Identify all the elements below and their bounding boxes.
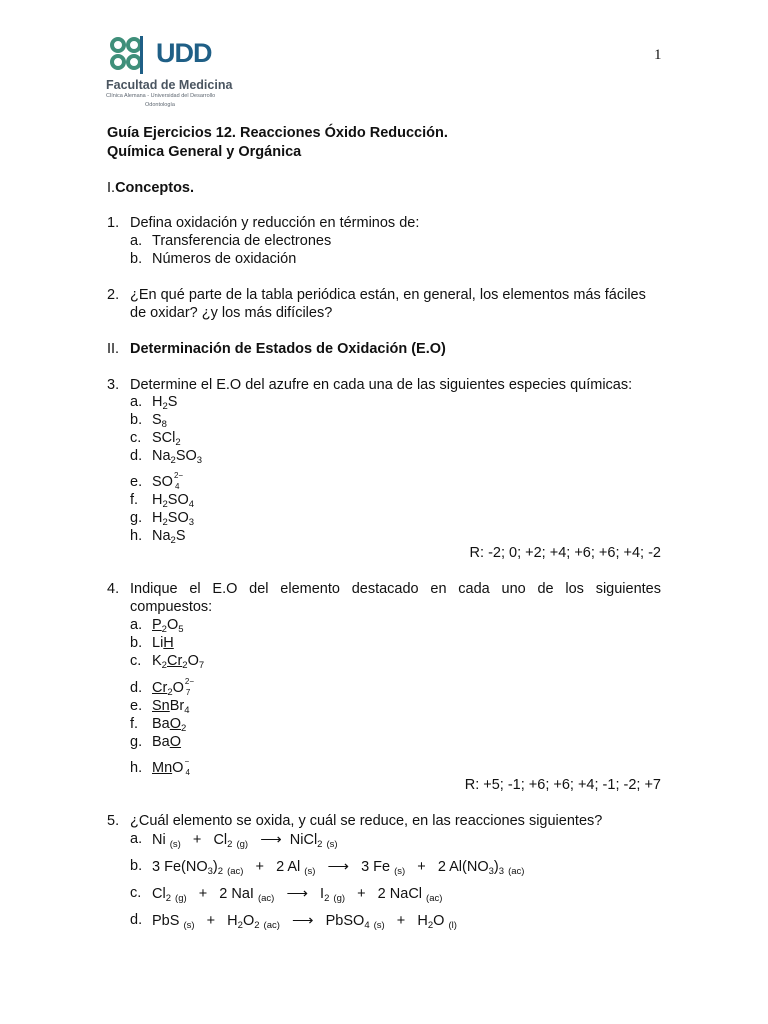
item-letter: a. — [130, 394, 143, 410]
udd-symbol-icon — [110, 34, 150, 78]
formula: LiH — [152, 635, 174, 651]
logo-brand: UDD — [156, 38, 212, 68]
formula: $Cr_2O$ 2− 7 — [152, 677, 195, 698]
question-number: 4. — [107, 581, 120, 597]
formula: $H_2S$ — [152, 394, 178, 412]
section-title: Conceptos. — [115, 180, 195, 196]
reaction-equation: $Cl_2$ $_{(g)}$ + 2 NaI $_{(ac)}$ ⟶ $I_2$ $_{(g)}$ + 2 NaCl $_{(ac)}$ — [152, 885, 443, 904]
item-letter: e. — [130, 698, 143, 714]
reaction-equation: 3 $Fe(NO_3)_2$ $_{(ac)}$ + 2 Al $_{(s)}$ ⟶ 3 Fe $_{(s)}$ + 2 $Al(NO_3)_3$ $_{(ac)}$ — [152, 858, 525, 877]
udd-logo — [70, 30, 248, 114]
section-heading-2: Determinación de Estados de Oxidación (E.O) — [130, 341, 446, 357]
item-letter: e. — [130, 474, 143, 490]
question-text-cont: compuestos: — [130, 599, 213, 615]
item-letter: b. — [130, 635, 143, 651]
item-letter: g. — [130, 510, 143, 526]
reaction-equation: Ni $_{(s)} + Cl_2$ $_{(g)}$ ⟶ NiCl$_2$ $_{(s)}$ — [152, 831, 338, 850]
formula: $P_2O_5$ — [152, 617, 184, 635]
item-letter: b. — [130, 412, 143, 428]
logo-subtitle: Clínica Alemana - Universidad del Desarrollo — [106, 93, 216, 99]
formula: $S_8$ — [152, 412, 167, 430]
item-letter: f. — [130, 716, 139, 732]
formula: $H_2SO_4$ — [152, 492, 195, 510]
item-letter: h. — [130, 760, 143, 776]
question-text: ¿Cuál elemento se oxida, y cuál se reduce, en las reacciones siguientes? — [130, 813, 603, 829]
formula: $Na_2S$ — [152, 528, 186, 546]
formula: $H_2SO_3$ — [152, 510, 195, 528]
item-letter: c. — [130, 885, 142, 901]
formula: MnO − 4 — [152, 757, 190, 777]
item-letter: a. — [130, 233, 143, 249]
section-heading-1 — [107, 180, 194, 197]
item-letter: c. — [130, 430, 142, 446]
item-text: Transferencia de electrones — [152, 233, 332, 249]
item-letter: b. — [130, 251, 143, 267]
formula: BaO — [152, 734, 182, 750]
formula: SnBr$_4$ — [152, 698, 190, 716]
formula: SCl$_2$ — [152, 430, 181, 448]
formula: $K_2Cr_2O_7$ — [152, 653, 205, 671]
answer-key: R: +5; -1; +6; +6; +4; -1; -2; +7 — [464, 777, 661, 793]
page-number: 1 — [654, 47, 662, 63]
question-number: 3. — [107, 377, 120, 393]
section-numeral: II. — [107, 341, 120, 357]
question-text-cont: de oxidar? ¿y los más difíciles? — [130, 305, 333, 321]
formula: SO 2− 4 — [152, 471, 184, 491]
question-text: Defina oxidación y reducción en términos de: — [130, 215, 420, 231]
item-text: Números de oxidación — [152, 251, 297, 267]
formula: $Na_2SO_3$ — [152, 448, 203, 466]
item-letter: f. — [130, 492, 139, 508]
logo-faculty: Facultad de Medicina — [106, 78, 233, 92]
section-numeral: I. — [107, 180, 116, 196]
logo-department: Odontología — [145, 102, 175, 108]
item-letter: c. — [130, 653, 142, 669]
formula: BaO$_2$ — [152, 716, 187, 734]
item-letter: d. — [130, 680, 143, 696]
item-letter: a. — [130, 831, 143, 847]
question-text: Determine el E.O del azufre en cada una de las siguientes especies químicas: — [130, 377, 633, 393]
item-letter: d. — [130, 912, 143, 928]
question-text: Indique el E.O del elemento destacado en cada uno de los siguientes — [130, 581, 661, 597]
item-letter: a. — [130, 617, 143, 633]
item-letter: h. — [130, 528, 143, 544]
question-number: 2. — [107, 287, 120, 303]
question-text: ¿En qué parte de la tabla periódica están, en general, los elementos más fáciles — [130, 287, 646, 303]
answer-key: R: -2; 0; +2; +4; +6; +6; +4; -2 — [469, 545, 661, 561]
item-letter: d. — [130, 448, 143, 464]
question-number: 5. — [107, 813, 120, 829]
item-letter: b. — [130, 858, 143, 874]
document-subtitle: Química General y Orgánica — [107, 144, 302, 160]
reaction-equation: PbS $_{(s)} + H_2O_2$ $_{(ac)}$ ⟶ PbSO$_4$ $_{(s)} + H_2O$ $_{(l)}$ — [152, 912, 457, 931]
item-letter: g. — [130, 734, 143, 750]
document-title: Guía Ejercicios 12. Reacciones Óxido Reducción. — [107, 125, 448, 141]
question-number: 1. — [107, 215, 120, 231]
